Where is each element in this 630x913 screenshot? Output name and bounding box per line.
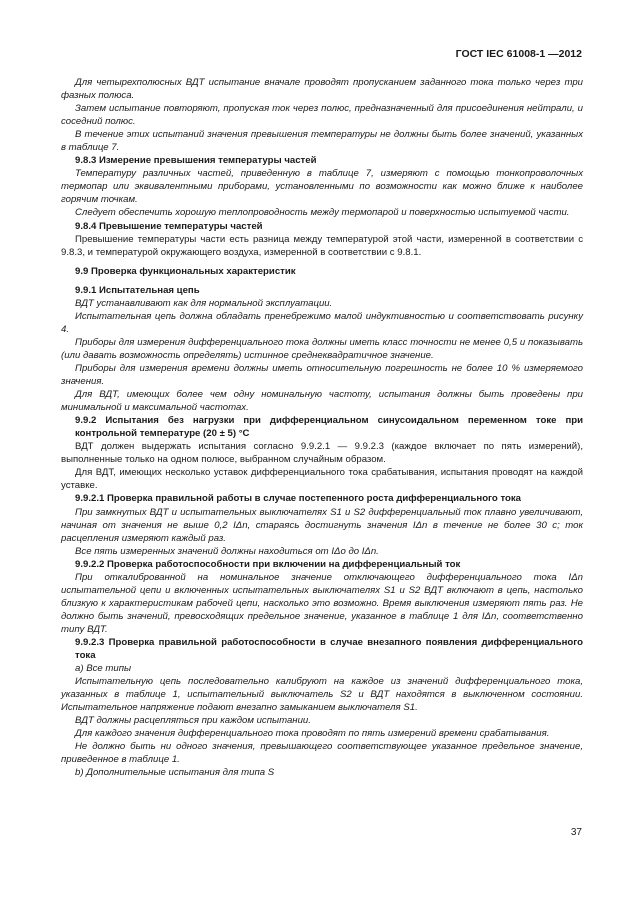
section-heading: 9.8.3 Измерение превышения температуры частей [75,155,317,167]
paragraph: Испытательная цепь должна обладать пренебрежимо малой индуктивностью и соответствовать рисунку 4. [61,310,583,335]
section-heading: 9.9.2.3 Проверка правильной работоспособности в случае внезапного появления дифференциального тока [75,636,583,662]
paragraph: При замкнутых ВДТ и испытательных выключателях S1 и S2 дифференциальный ток плавно увеличивают, начиная от значения не выше 0,2 IΔn, стараясь достигнуть значения IΔn в течение не более 30 с; ток расцепления измеряют каждый раз. [61,506,583,544]
paragraph: Следует обеспечить хорошую теплопроводность между термопарой и поверхностью испытуемой части. [75,207,570,219]
paragraph: b) Дополнительные испытания для типа S [75,767,275,779]
document-header: ГОСТ IEC 61008-1 —2012 [455,48,582,60]
paragraph: Все пять измеренных значений должны находиться от IΔo до IΔn. [75,545,379,557]
paragraph: ВДТ должен выдержать испытания согласно 9.9.2.1 — 9.9.2.3 (каждое включает по пять измерений), выполненные только на одном полюсе, выбранном случайным образом. [61,441,583,466]
paragraph: Приборы для измерения времени должны иметь относительную погрешность не более 10 % измеряемого значения. [61,362,583,388]
section-heading: 9.8.4 Превышение температуры частей [75,220,263,232]
paragraph: Для каждого значения дифференциального тока проводят по пять измерений времени срабатывания. [75,728,550,740]
section-heading: 9.9.2.2 Проверка работоспособности при включении на дифференциальный ток [75,558,461,570]
paragraph: а) Все типы [75,663,132,675]
paragraph: Температуру различных частей, приведенную в таблице 7, измеряют с помощью тонкопроволочных термопар или эквивалентными приборами, установленными по возможности как можно ближе к наиболее горячим точкам. [61,168,583,206]
paragraph: ВДТ устанавливают как для нормальной эксплуатации. [75,297,333,309]
paragraph: Для ВДТ, имеющих более чем одну номинальную частоту, испытания должны быть проведены при минимальной и максимальной частотах. [61,389,583,414]
paragraph: Затем испытание повторяют, пропуская ток через полюс, предназначенный для присоединения нейтрали, и соседний полюс. [61,103,583,128]
section-heading: 9.9.2.1 Проверка правильной работы в случае постепенного роста дифференциального тока [75,493,522,505]
paragraph: При откалиброванной на номинальное значение отключающего дифференциального тока IΔn испытательной цепи и включенных испытательных выключателях S1 и S2 ВДТ включают в цепь, настолько близкую к характеристикам рабочей цепи, насколько это возможно. Время выключения измеряют пять раз. Не должно быть значений, превосходящих предельное значение, указанное в таблице 1 для IΔn, соответственно типу ВДТ. [61,571,583,635]
paragraph: Превышение температуры части есть разница между температурой этой части, измеренной в соответствии с 9.8.3, и температурой окружающего воздуха, измеренной в соответствии с 9.8.1. [61,233,583,258]
paragraph: ВДТ должны расцепляться при каждом испытании. [75,715,311,727]
document-body [61,76,583,779]
paragraph: Не должно быть ни одного значения, превышающего соответствующее указанное предельное значение, приведенное в таблице 1. [61,741,583,766]
paragraph: Испытательную цепь последовательно калибруют на каждое из значений дифференциального тока, указанных в таблице 1, испытательный выключатель S2 и ВДТ находятся в выключенном состоянии. Испытательное напряжение подают внезапно замыканием выключателя S1. [61,676,583,714]
paragraph: Приборы для измерения дифференциального тока должны иметь класс точности не менее 0,5 и показывать (или давать возможность определять) истинное среднеквадратичное значение. [61,336,583,361]
page-number: 37 [570,827,582,838]
paragraph: Для четырехполюсных ВДТ испытание вначале проводят пропусканием заданного тока только через три фазных полюса. [61,77,583,102]
paragraph: В течение этих испытаний значения превышения температуры не должны быть более значений, указанных в таблице 7. [61,129,583,154]
section-heading: 9.9.2 Испытания без нагрузки при дифференциальном синусоидальном переменном токе при контрольной температуре (20 ± 5) °С [75,415,583,440]
section-heading: 9.9 Проверка функциональных характеристик [75,265,296,277]
paragraph: Для ВДТ, имеющих несколько уставок дифференциального тока срабатывания, испытания проводят на каждой уставке. [61,467,583,492]
section-heading: 9.9.1 Испытательная цепь [75,284,200,296]
